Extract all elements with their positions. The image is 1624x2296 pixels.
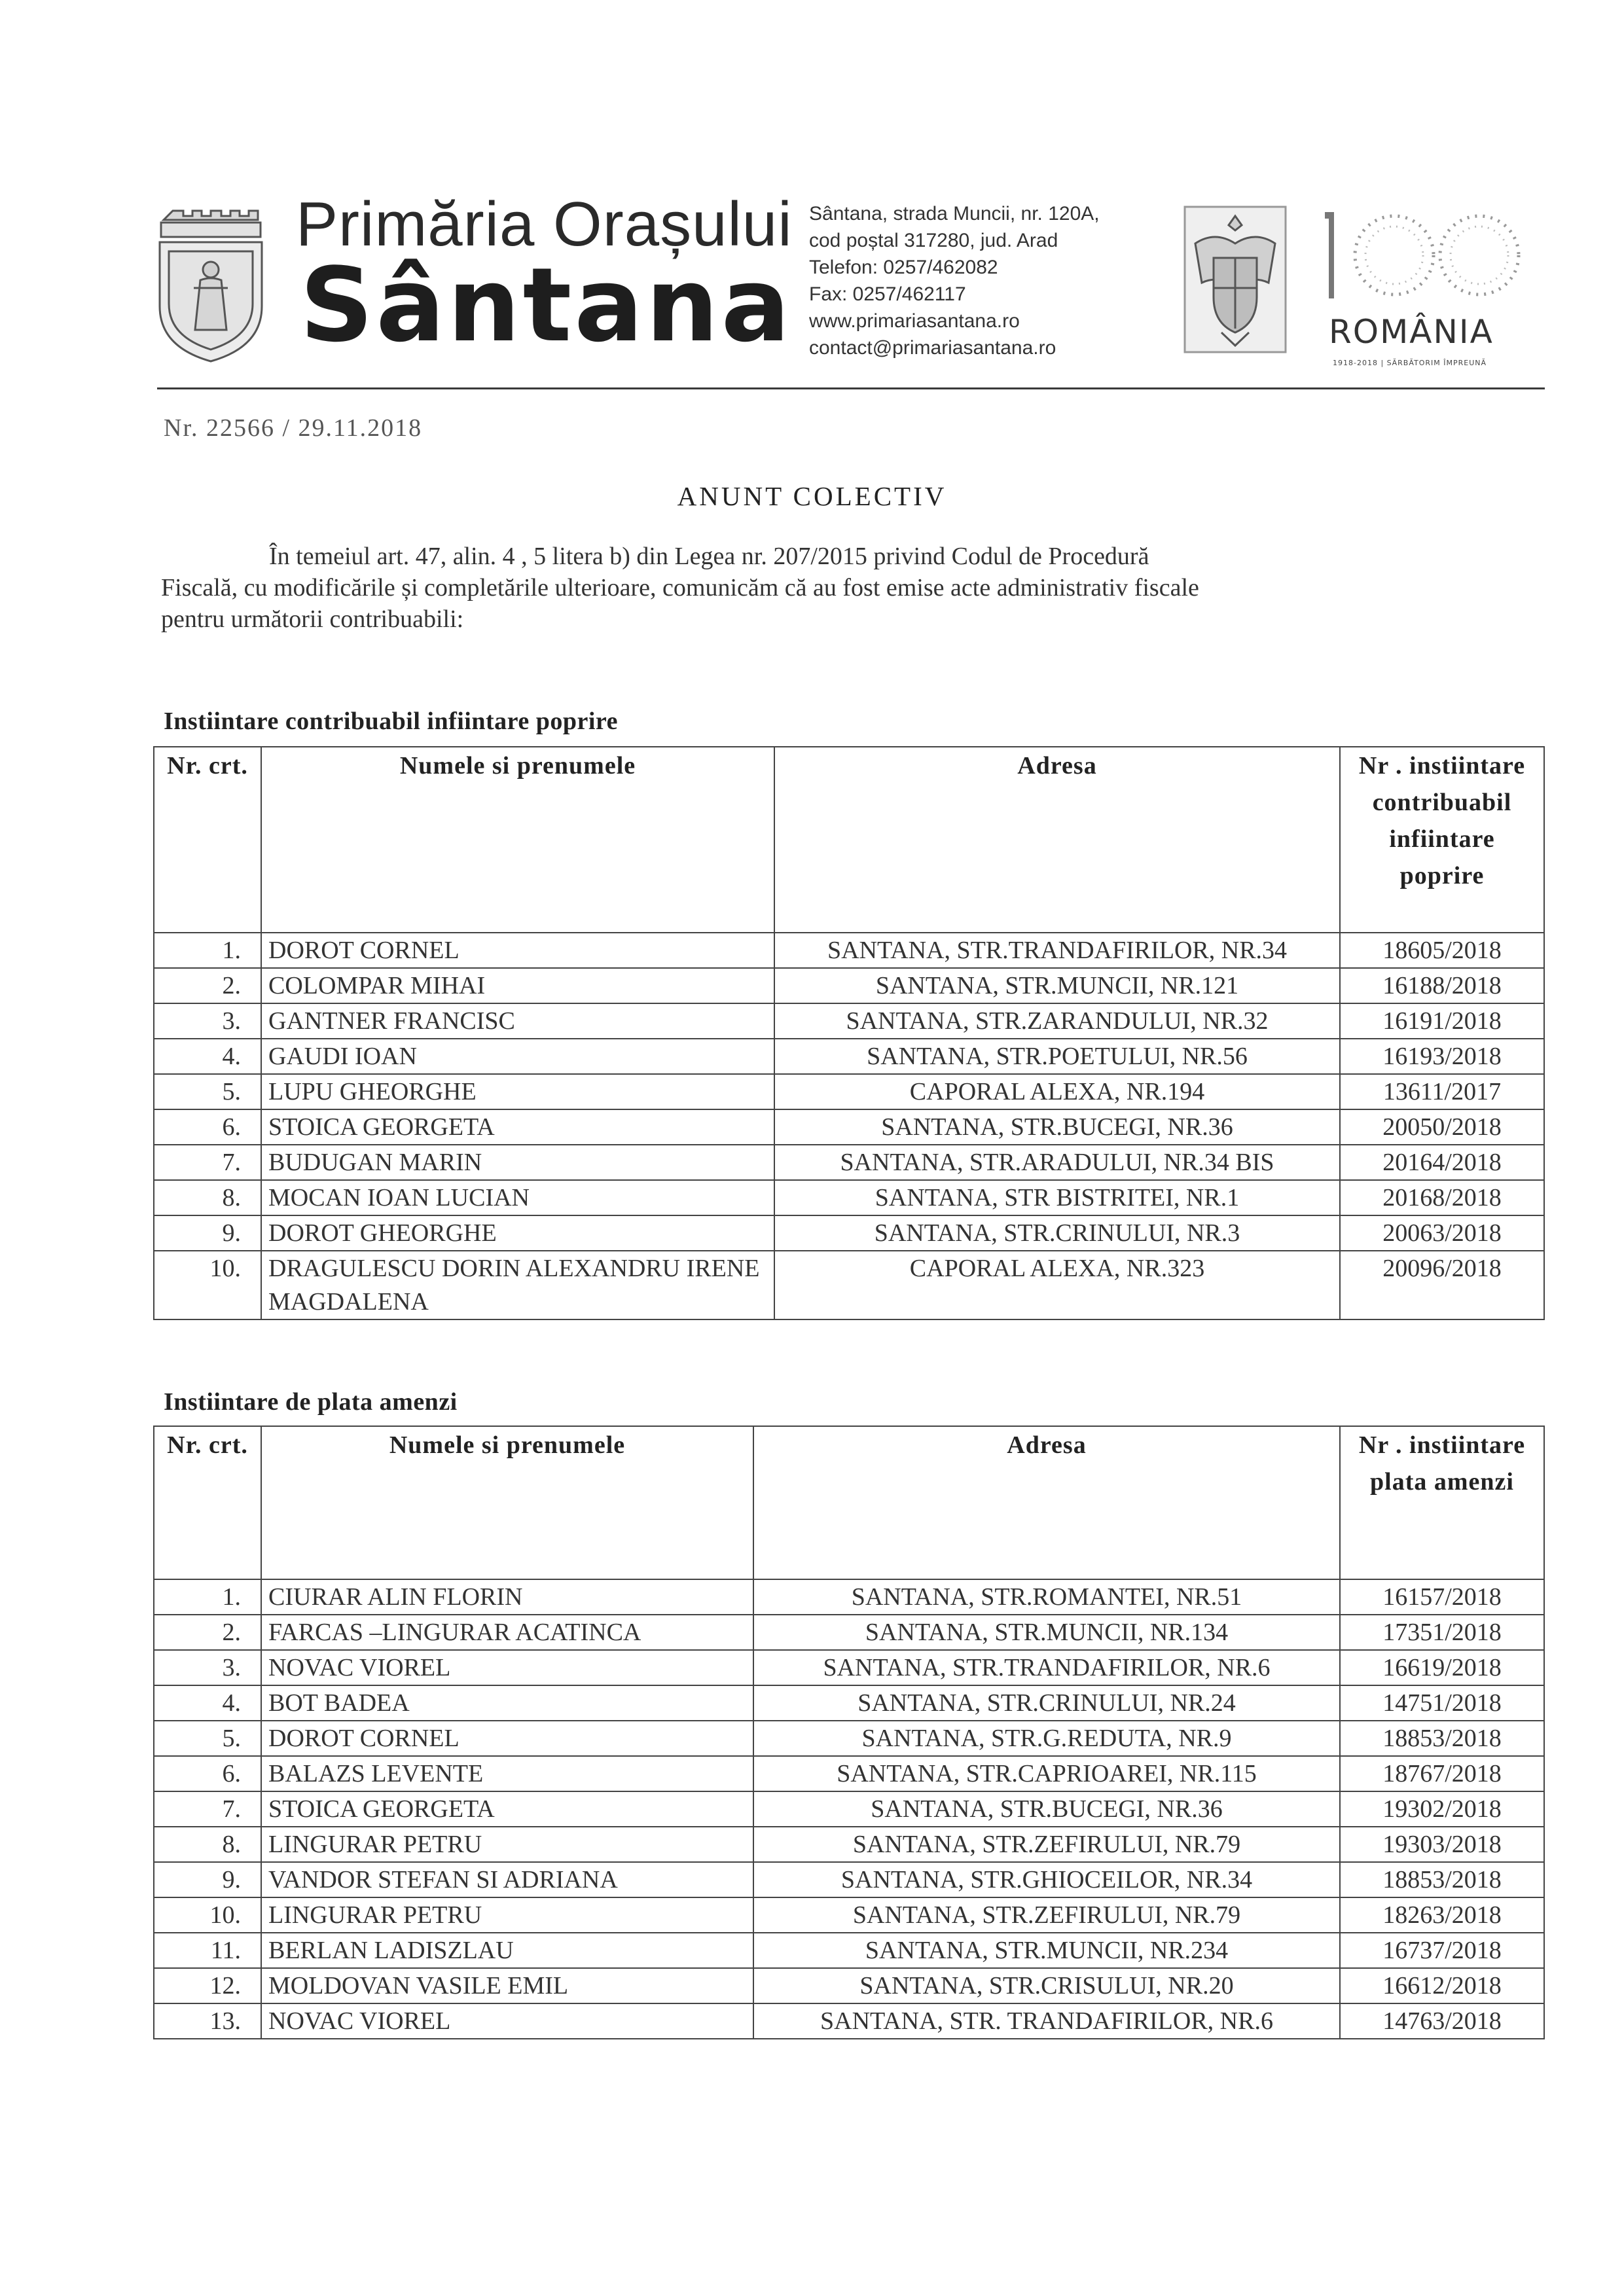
contributor-name: CIURAR ALIN FLORIN xyxy=(261,1579,753,1615)
document-number: 17351/2018 xyxy=(1340,1615,1544,1650)
contributor-name: LINGURAR PETRU xyxy=(261,1897,753,1933)
row-number: 9. xyxy=(154,1215,261,1251)
row-number: 5. xyxy=(154,1721,261,1756)
row-number: 3. xyxy=(154,1003,261,1039)
contributor-address: SANTANA, STR.TRANDAFIRILOR, NR.6 xyxy=(753,1650,1340,1685)
document-number: 20168/2018 xyxy=(1340,1180,1544,1215)
table-row xyxy=(154,1215,1544,1251)
row-number: 8. xyxy=(154,1827,261,1862)
row-number: 4. xyxy=(154,1685,261,1721)
contributor-name: NOVAC VIOREL xyxy=(261,1650,753,1685)
contributor-name: BOT BADEA xyxy=(261,1685,753,1721)
document-number: 18853/2018 xyxy=(1340,1862,1544,1897)
row-number: 1. xyxy=(154,933,261,968)
table-row xyxy=(154,1862,1544,1897)
row-number: 1. xyxy=(154,1579,261,1615)
contributor-name: DOROT CORNEL xyxy=(261,1721,753,1756)
table-row xyxy=(154,1579,1544,1615)
table-row xyxy=(154,1933,1544,1968)
document-number: 16612/2018 xyxy=(1340,1968,1544,2003)
table-row xyxy=(154,1721,1544,1756)
row-number: 9. xyxy=(154,1862,261,1897)
document-number: 20096/2018 xyxy=(1340,1251,1544,1319)
document-number: 20164/2018 xyxy=(1340,1145,1544,1180)
column-header-document-nr: Nr . instiintare plata amenzi xyxy=(1340,1426,1544,1579)
contributor-name: MOLDOVAN VASILE EMIL xyxy=(261,1968,753,2003)
intro-line: În temeiul art. 47, alin. 4 , 5 litera b) din Legea nr. 207/2015 privind Codul de Procedură xyxy=(269,543,1149,570)
document-number: 14763/2018 xyxy=(1340,2003,1544,2039)
document-number: 18853/2018 xyxy=(1340,1721,1544,1756)
contributor-name: BUDUGAN MARIN xyxy=(261,1145,774,1180)
column-header-name: Numele si prenumele xyxy=(261,747,774,933)
table-row xyxy=(154,933,1544,968)
column-header-name: Numele si prenumele xyxy=(261,1426,753,1579)
table-row xyxy=(154,1650,1544,1685)
column-header-nr: Nr. crt. xyxy=(154,747,261,933)
table-row xyxy=(154,1145,1544,1180)
document-title: ANUNT COLECTIV xyxy=(677,481,947,511)
table-row xyxy=(154,1003,1544,1039)
romanian-coat-of-arms-icon xyxy=(1182,204,1288,355)
document-reference: Nr. 22566 / 29.11.2018 xyxy=(164,414,423,442)
column-header-document-nr: Nr . instiintare contribuabil infiintare poprire xyxy=(1340,747,1544,933)
row-number: 6. xyxy=(154,1756,261,1791)
contributor-address: SANTANA, STR.G.REDUTA, NR.9 xyxy=(753,1721,1340,1756)
header-divider xyxy=(157,387,1545,389)
contact-email: contact@primariasantana.ro xyxy=(809,337,1056,359)
contributor-address: CAPORAL ALEXA, NR.194 xyxy=(774,1074,1340,1109)
table-row xyxy=(154,1109,1544,1145)
document-number: 16157/2018 xyxy=(1340,1579,1544,1615)
contributor-address: SANTANA, STR BISTRITEI, NR.1 xyxy=(774,1180,1340,1215)
contributor-name: MOCAN IOAN LUCIAN xyxy=(261,1180,774,1215)
document-number: 20063/2018 xyxy=(1340,1215,1544,1251)
contributor-name: VANDOR STEFAN SI ADRIANA xyxy=(261,1862,753,1897)
document-number: 19303/2018 xyxy=(1340,1827,1544,1862)
table-row xyxy=(154,968,1544,1003)
contributor-name: STOICA GEORGETA xyxy=(261,1791,753,1827)
poprire-table-body xyxy=(154,933,1544,1319)
row-number: 7. xyxy=(154,1145,261,1180)
document-number: 16193/2018 xyxy=(1340,1039,1544,1074)
table1-caption: Instiintare contribuabil infiintare poprire xyxy=(164,708,618,735)
amenzi-table xyxy=(153,1426,1545,2039)
contributor-address: SANTANA, STR.CRINULUI, NR.3 xyxy=(774,1215,1340,1251)
row-number: 7. xyxy=(154,1791,261,1827)
document-number: 18605/2018 xyxy=(1340,933,1544,968)
contributor-address: SANTANA, STR.MUNCII, NR.134 xyxy=(753,1615,1340,1650)
contact-block xyxy=(809,200,1100,361)
contributor-address: SANTANA, STR.BUCEGI, NR.36 xyxy=(774,1109,1340,1145)
table-row xyxy=(154,1615,1544,1650)
document-number: 16737/2018 xyxy=(1340,1933,1544,1968)
centenary-100-logo-icon xyxy=(1316,203,1545,380)
contributor-name: DOROT GHEORGHE xyxy=(261,1215,774,1251)
contributor-address: SANTANA, STR.ZARANDULUI, NR.32 xyxy=(774,1003,1340,1039)
table-row xyxy=(154,1827,1544,1862)
contributor-address: SANTANA, STR.ROMANTEI, NR.51 xyxy=(753,1579,1340,1615)
town-crest-icon xyxy=(154,196,267,365)
intro-line: pentru următorii contribuabili: xyxy=(161,605,464,633)
contributor-name: COLOMPAR MIHAI xyxy=(261,968,774,1003)
table-row xyxy=(154,1039,1544,1074)
row-number: 4. xyxy=(154,1039,261,1074)
org-name-line1: Primăria Orașului xyxy=(296,189,793,259)
row-number: 12. xyxy=(154,1968,261,2003)
contributor-name: BALAZS LEVENTE xyxy=(261,1756,753,1791)
contributor-address: SANTANA, STR.CAPRIOAREI, NR.115 xyxy=(753,1756,1340,1791)
contributor-name: DOROT CORNEL xyxy=(261,933,774,968)
row-number: 5. xyxy=(154,1074,261,1109)
column-header-address: Adresa xyxy=(774,747,1340,933)
contact-address: Sântana, strada Muncii, nr. 120A, xyxy=(809,203,1100,224)
row-number: 8. xyxy=(154,1180,261,1215)
table-row xyxy=(154,1251,1544,1319)
contact-postal: cod poștal 317280, jud. Arad xyxy=(809,230,1058,251)
contributor-address: CAPORAL ALEXA, NR.323 xyxy=(774,1251,1340,1319)
table-row xyxy=(154,2003,1544,2039)
contributor-name: NOVAC VIOREL xyxy=(261,2003,753,2039)
contributor-name: DRAGULESCU DORIN ALEXANDRU IRENE MAGDALENA xyxy=(261,1251,774,1319)
poprire-table xyxy=(153,746,1545,1320)
document-number: 20050/2018 xyxy=(1340,1109,1544,1145)
table-row xyxy=(154,1897,1544,1933)
contributor-address: SANTANA, STR.BUCEGI, NR.36 xyxy=(753,1791,1340,1827)
table2-caption: Instiintare de plata amenzi xyxy=(164,1388,458,1416)
table-row xyxy=(154,1685,1544,1721)
row-number: 6. xyxy=(154,1109,261,1145)
row-number: 3. xyxy=(154,1650,261,1685)
contributor-name: FARCAS –LINGURAR ACATINCA xyxy=(261,1615,753,1650)
org-name-line2: Sântana xyxy=(300,245,793,365)
intro-line: Fiscală, cu modificările și completările ulterioare, comunicăm că au fost emise acte administrativ fiscale xyxy=(161,574,1199,601)
document-number: 18767/2018 xyxy=(1340,1756,1544,1791)
contributor-address: SANTANA, STR.CRINULUI, NR.24 xyxy=(753,1685,1340,1721)
row-number: 11. xyxy=(154,1933,261,1968)
contributor-address: SANTANA, STR.POETULUI, NR.56 xyxy=(774,1039,1340,1074)
contributor-name: BERLAN LADISZLAU xyxy=(261,1933,753,1968)
contact-website: www.primariasantana.ro xyxy=(809,310,1020,332)
table-row xyxy=(154,1791,1544,1827)
column-header-address: Adresa xyxy=(753,1426,1340,1579)
contributor-name: GAUDI IOAN xyxy=(261,1039,774,1074)
document-number: 16191/2018 xyxy=(1340,1003,1544,1039)
contributor-address: SANTANA, STR.ARADULUI, NR.34 BIS xyxy=(774,1145,1340,1180)
contributor-address: SANTANA, STR.MUNCII, NR.121 xyxy=(774,968,1340,1003)
row-number: 10. xyxy=(154,1251,261,1319)
document-number: 13611/2017 xyxy=(1340,1074,1544,1109)
document-number: 18263/2018 xyxy=(1340,1897,1544,1933)
contributor-name: STOICA GEORGETA xyxy=(261,1109,774,1145)
document-number: 16188/2018 xyxy=(1340,968,1544,1003)
document-number: 19302/2018 xyxy=(1340,1791,1544,1827)
contributor-address: SANTANA, STR.MUNCII, NR.234 xyxy=(753,1933,1340,1968)
document-number: 14751/2018 xyxy=(1340,1685,1544,1721)
table-row xyxy=(154,1756,1544,1791)
table-row xyxy=(154,1074,1544,1109)
contributor-address: SANTANA, STR.ZEFIRULUI, NR.79 xyxy=(753,1897,1340,1933)
document-number: 16619/2018 xyxy=(1340,1650,1544,1685)
contributor-name: LUPU GHEORGHE xyxy=(261,1074,774,1109)
table-row xyxy=(154,1180,1544,1215)
contributor-address: SANTANA, STR.CRISULUI, NR.20 xyxy=(753,1968,1340,2003)
amenzi-table-body xyxy=(154,1579,1544,2039)
contact-phone: Telefon: 0257/462082 xyxy=(809,257,998,278)
column-header-nr: Nr. crt. xyxy=(154,1426,261,1579)
row-number: 2. xyxy=(154,1615,261,1650)
contributor-address: SANTANA, STR.TRANDAFIRILOR, NR.34 xyxy=(774,933,1340,968)
centenary-tagline: 1918-2018 | SĂRBĂTORIM ÎMPREUNĂ xyxy=(1333,359,1487,367)
row-number: 2. xyxy=(154,968,261,1003)
centenary-wordmark: ROMÂNIA xyxy=(1329,313,1494,351)
contributor-address: SANTANA, STR. TRANDAFIRILOR, NR.6 xyxy=(753,2003,1340,2039)
contact-fax: Fax: 0257/462117 xyxy=(809,283,966,305)
contributor-name: GANTNER FRANCISC xyxy=(261,1003,774,1039)
contributor-address: SANTANA, STR.ZEFIRULUI, NR.79 xyxy=(753,1827,1340,1862)
row-number: 10. xyxy=(154,1897,261,1933)
row-number: 13. xyxy=(154,2003,261,2039)
intro-paragraph xyxy=(161,541,1405,635)
contributor-address: SANTANA, STR.GHIOCEILOR, NR.34 xyxy=(753,1862,1340,1897)
table-row xyxy=(154,1968,1544,2003)
contributor-name: LINGURAR PETRU xyxy=(261,1827,753,1862)
